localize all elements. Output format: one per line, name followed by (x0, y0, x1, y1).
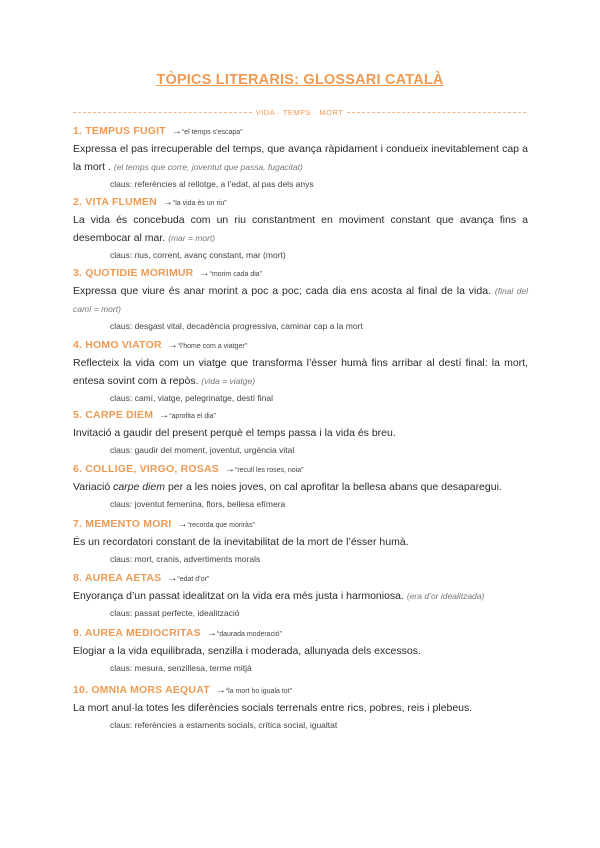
description-note: (final del camí = mort) (73, 286, 528, 314)
topic-description (73, 587, 528, 605)
topic-name: 3. QUOTIDIE MORIMUR (73, 267, 194, 279)
arrow-icon: → (171, 126, 182, 137)
arrow-icon: → (167, 340, 178, 351)
topic-translation: “edat d’or” (177, 576, 210, 583)
topic-keywords: claus: referències a estaments socials, crítica social, igualtat (110, 720, 338, 730)
topic-name: 5. CARPE DIEM (73, 409, 154, 421)
topic-item (73, 409, 528, 457)
topic-name: 6. COLLIGE, VIRGO, ROSAS (73, 463, 219, 475)
topic-heading (73, 572, 528, 584)
topic-heading (73, 125, 528, 137)
topic-description (73, 699, 528, 717)
document-title: TÒPICS LITERARIS: GLOSSARI CATALÀ (156, 72, 444, 88)
topic-description (73, 424, 528, 442)
description-note: (mar = mort) (168, 233, 216, 243)
topic-item (73, 463, 528, 511)
topic-item (73, 518, 528, 566)
topic-translation: “daurada moderació” (216, 631, 282, 638)
topic-translation: “la mort ho iguala tot” (225, 688, 292, 695)
topic-description (73, 140, 528, 176)
topic-translation: “aprofita el dia” (169, 413, 216, 420)
topic-item (73, 572, 528, 620)
arrow-icon: → (215, 685, 226, 696)
arrow-icon: → (225, 464, 235, 475)
arrow-icon: → (167, 573, 178, 584)
description-text: És un recordatori constant de la inevitabilitat de la mort de l’ésser humà. (73, 536, 409, 548)
topic-heading (73, 627, 528, 639)
topic-item (73, 684, 528, 732)
divider-line-left (73, 112, 252, 113)
topic-keywords: claus: joventut femenina, flors, bellesa efímera (110, 499, 286, 509)
description-emphasis: carpe diem (113, 481, 166, 493)
arrow-icon: → (159, 410, 170, 421)
topic-keywords: claus: rius, corrent, avanç constant, mar (mort) (110, 250, 286, 260)
description-text-start: Variació (73, 481, 114, 493)
topic-name: 4. HOMO VIATOR (73, 339, 162, 351)
topic-item (73, 125, 528, 191)
description-text: Expressa que viure és anar morint a poc a poc; cada dia ens acosta al final de la vida. (73, 285, 491, 297)
topic-name: 10. OMNIA MORS AEQUAT (73, 684, 210, 696)
topic-keywords: claus: mort, cranis, advertiments morals (110, 554, 261, 564)
description-text: La mort anul·la totes les diferències socials terrenals entre rics, pobres, reis i plebeus. (73, 702, 473, 714)
topic-translation: “recull les roses, noia” (235, 467, 304, 474)
divider-line-right (347, 112, 526, 113)
description-text-end: per a les noies joves, on cal aprofitar la bellesa abans que desaparegui. (165, 481, 502, 493)
arrow-icon: → (199, 268, 210, 279)
topic-item (73, 267, 528, 333)
topic-heading (73, 267, 528, 279)
topic-item (73, 627, 528, 675)
section-divider (73, 108, 526, 117)
section-label: VIDA · TEMPS · MORT (255, 108, 344, 117)
arrow-icon: → (206, 628, 217, 639)
topic-heading (73, 409, 528, 421)
description-note: (era d’or idealitzada) (406, 591, 485, 601)
description-text: Elogiar a la vida equilibrada, senzilla i moderada, allunyada dels excessos. (73, 645, 421, 657)
topic-heading (73, 684, 528, 696)
topic-name: 7. MEMENTO MORI (73, 518, 172, 530)
description-note: (el temps que corre, joventut que passa, fugacitat) (113, 162, 303, 172)
description-text: Invitació a gaudir del present perquè el temps passa i la vida és breu. (73, 427, 396, 439)
topic-translation: “recorda que moriràs” (187, 522, 255, 529)
arrow-icon: → (177, 519, 188, 530)
topic-heading (73, 518, 528, 530)
topic-name: 8. AUREA AETAS (73, 572, 162, 584)
topic-description (73, 211, 528, 247)
topic-translation: “morim cada dia” (209, 271, 262, 278)
topic-heading (73, 463, 528, 475)
topic-keywords: claus: mesura, senzillesa, terme mitjà (110, 663, 252, 673)
topic-heading (73, 339, 528, 351)
description-text: Reflecteix la vida com un viatge que transforma l’ésser humà fins arribar al destí final: la mort, entesa sovint com a repòs. (73, 357, 528, 387)
topic-keywords: claus: referències al rellotge, a l’edat, al pas dels anys (110, 179, 314, 189)
arrow-icon: → (162, 197, 173, 208)
description-text: Expressa el pas irrecuperable del temps, que avança ràpidament i condueix inevitablement cap a la mort . (73, 143, 528, 173)
topic-item (73, 196, 528, 262)
description-note: (vida = viatge) (201, 376, 256, 386)
topic-description (73, 354, 528, 390)
topic-description (73, 642, 528, 660)
topic-translation: “l’home com a viatger” (177, 343, 248, 350)
topic-keywords: claus: camí, viatge, pelegrinatge, destí final (110, 393, 274, 403)
topic-heading (73, 196, 528, 208)
topic-name: 2. VITA FLUMEN (73, 196, 157, 208)
topic-translation: “la vida és un riu” (172, 200, 227, 207)
topic-description (73, 282, 528, 318)
description-text: Enyorança d’un passat idealitzat on la vida era més justa i harmoniosa. (73, 590, 404, 602)
topic-name: 1. TEMPUS FUGIT (73, 125, 166, 137)
topic-name: 9. AUREA MEDIOCRITAS (73, 627, 201, 639)
topic-item (73, 339, 528, 405)
topic-keywords: claus: gaudir del moment, joventut, urgència vital (110, 445, 295, 455)
topic-description (73, 533, 528, 551)
description-text: La vida és concebuda com un riu constantment en moviment constant que avança fins a desembocar al mar. (73, 214, 528, 244)
topic-keywords: claus: passat perfecte, idealització (110, 608, 240, 618)
topic-translation: “el temps s’escapa” (181, 129, 243, 136)
topic-keywords: claus: desgast vital, decadència progressiva, caminar cap a la mort (110, 321, 363, 331)
topic-description (73, 478, 528, 496)
